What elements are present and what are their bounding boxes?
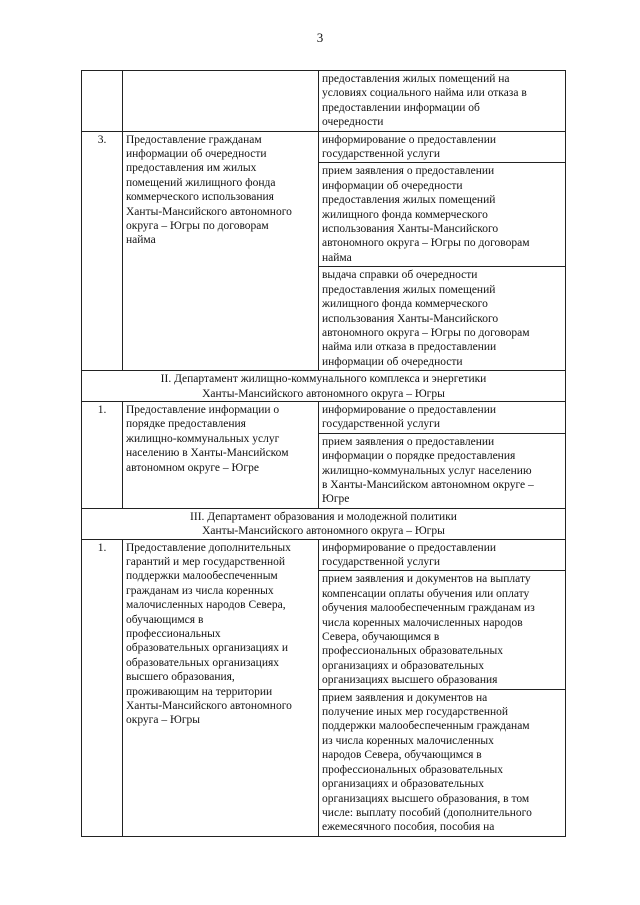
- subservice-cell: [319, 71, 566, 132]
- table-row: [82, 539, 566, 836]
- table-row: [82, 131, 566, 371]
- subservice-item: информирование о предоставлении государственной услуги: [322, 541, 497, 568]
- service-name: Предоставление дополнительных гарантий и мер государственной поддержки малообеспеченным гражданам из числа коренных малочисленных народов Севера, обучающимся в профессиональных образовательных организациях и образовательных организациях высшего образования, проживающим на территории Ханты-Мансийского автономного округа – Югры: [123, 539, 319, 836]
- row-number: 3.: [82, 131, 123, 371]
- subservice-cell: [319, 539, 566, 836]
- page-number: 3: [316, 30, 324, 45]
- subservice-item: информирование о предоставлении государственной услуги: [322, 403, 497, 431]
- section-header-row: [82, 371, 566, 402]
- service-name: Предоставление информации о порядке предоставления жилищно-коммунальных услуг населению в Ханты-Мансийском автономном округе – Югре: [123, 401, 319, 508]
- row-number: [82, 71, 123, 132]
- section-header-row: [82, 508, 566, 539]
- subservice-cell: [319, 401, 566, 508]
- table-row: [82, 71, 566, 132]
- subservice-item: выдача справки об очередности предоставления жилых помещений жилищного фонда коммерческого использования Ханты-Мансийского автономного округа – Югры по договорам найма или отказа в предоставлении информации об очередности: [319, 266, 565, 370]
- service-name: Предоставление гражданам информации об очередности предоставления им жилых помещений жилищного фонда коммерческого использования Ханты-Мансийского автономного округа – Югры по договорам найма: [123, 131, 319, 371]
- services-table: [81, 70, 566, 837]
- subservice-item: прием заявления о предоставлении информации об очередности предоставления жилых помещений жилищного фонда коммерческого использования Ханты-Мансийского автономного округа – Югры по договорам найма: [319, 162, 565, 266]
- row-number: 1.: [82, 401, 123, 508]
- subservice-cell: [319, 131, 566, 371]
- table-row: [82, 401, 566, 508]
- row-number: 1.: [82, 539, 123, 836]
- subservice-item: предоставления жилых помещений на условиях социального найма или отказа в предоставлении информации об очередности: [322, 73, 527, 129]
- service-name: [123, 71, 319, 132]
- subservice-item: прием заявления и документов на получение иных мер государственной поддержки малообеспеченным гражданам из числа коренных малочисленных народов Севера, обучающимся в профессиональных образовательных организациях и образовательных организациях высшего образования, в том числе: выплату пособий (дополнительного ежемесячного пособия, пособия на: [319, 689, 565, 836]
- section-title: III. Департамент образования и молодежной политики Ханты-Мансийского автономного округа – Югры: [82, 508, 566, 539]
- services-table-body: [82, 71, 566, 837]
- section-title: II. Департамент жилищно-коммунального комплекса и энергетики Ханты-Мансийского автономного округа – Югры: [82, 371, 566, 402]
- subservice-item: прием заявления и документов на выплату компенсации оплаты обучения или оплату обучения малообеспеченным гражданам из числа коренных малочисленных народов Севера, обучающимся в профессиональных образовательных организациях и образовательных организациях высшего образования: [319, 570, 565, 688]
- subservice-item: прием заявления о предоставлении информации о порядке предоставления жилищно-коммунальных услуг населению в Ханты-Мансийском автономном округе – Югре: [319, 433, 565, 508]
- subservice-item: информирование о предоставлении государственной услуги: [322, 133, 497, 161]
